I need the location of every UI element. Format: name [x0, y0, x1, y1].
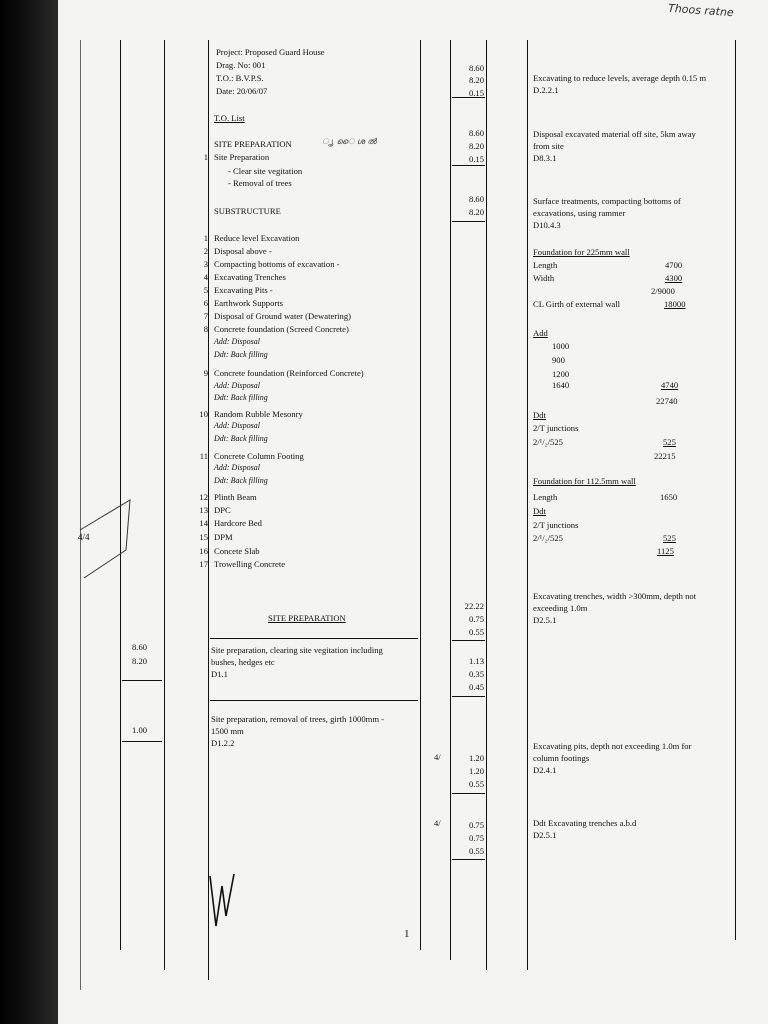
length-value: 4700 [665, 260, 683, 270]
margin-note: 4/4 [78, 532, 90, 542]
list-item: Concrete foundation (Reinforced Concrete) [214, 368, 364, 378]
site-prep-title: SITE PREPARATION [214, 139, 292, 149]
list-item: DPM [214, 532, 233, 542]
list-item: Concete Slab [214, 546, 260, 556]
list-item: Disposal of Ground water (Dewatering) [214, 311, 351, 321]
item-number: 17 [199, 559, 208, 569]
left-dim-a: 8.60 [132, 642, 148, 652]
desc-trees-3: D1.2.2 [211, 738, 235, 748]
list-item: Concrete Column Footing [214, 451, 304, 461]
rule-mid-1 [420, 40, 421, 950]
dim-value: 8.20 [468, 141, 484, 151]
dim-value: 0.55 [468, 627, 484, 637]
right-desc-line: D10.4.3 [533, 220, 561, 230]
list-item: Add: Disposal [214, 381, 260, 390]
desc-trees-2: 1500 mm [211, 726, 244, 736]
add-value: 1000 [552, 341, 570, 351]
item-number: 16 [199, 546, 208, 556]
project-line: Project: Proposed Guard House [216, 47, 325, 57]
dim-value: 8.60 [468, 128, 484, 138]
item-number: 4 [203, 272, 208, 282]
desc-clear-2: bushes, hedges etc [211, 657, 275, 667]
dim-underline [122, 741, 162, 742]
to-list-heading: T.O. List [214, 113, 245, 123]
desc-clear-1: Site preparation, clearing site vegitation including [211, 645, 383, 655]
item-number: 15 [199, 532, 208, 542]
cl-girth-label: CL Girth of external wall [533, 299, 621, 309]
list-item: Ddt: Back filling [214, 350, 268, 359]
length2-value: 1650 [660, 492, 678, 502]
dim-value: 0.35 [468, 669, 484, 679]
rule-mid-3 [486, 40, 487, 970]
length-label: Length [533, 260, 558, 270]
item-number: 6 [203, 298, 208, 308]
dim-value: 0.75 [468, 820, 484, 830]
rule-right [735, 40, 736, 940]
list-item: Ddt: Back filling [214, 393, 268, 402]
right-desc-line: Disposal excavated material off site, 5km away [533, 129, 696, 139]
dim-value: 1.13 [468, 656, 484, 666]
item-number: 5 [203, 285, 208, 295]
list-item: Add: Disposal [214, 463, 260, 472]
add-label: Add [533, 328, 548, 338]
t-junction-expr: 2/¹/₂/525 [533, 437, 563, 447]
item-number: 13 [199, 505, 208, 515]
right-desc-line: D8.3.1 [533, 153, 557, 163]
list-item: - Removal of trees [228, 178, 292, 188]
dim-value: 22.22 [464, 601, 484, 611]
t-junction-label: 2/T junctions [533, 423, 579, 433]
item-number: 3 [203, 259, 208, 269]
substructure-title: SUBSTRUCTURE [214, 206, 281, 216]
right-desc-line: Excavating trenches, width >300mm, depth not [533, 591, 697, 601]
dim-value: 8.20 [468, 75, 484, 85]
list-item: Ddt: Back filling [214, 476, 268, 485]
dim-value: 1.20 [468, 753, 484, 763]
right-desc-line: Excavating pits, depth not exceeding 1.0m for [533, 741, 692, 751]
dim-underline [452, 859, 485, 860]
foundation-225-heading: Foundation for 225mm wall [533, 247, 630, 257]
desc-separator [210, 638, 418, 639]
list-item: Site Preparation [214, 152, 270, 162]
dim-value: 0.15 [468, 88, 484, 98]
dim-underline [452, 793, 485, 794]
dim-value: 8.60 [468, 194, 484, 204]
list-item: Earthwork Supports [214, 298, 283, 308]
scan-dark-edge [0, 0, 58, 1024]
corner-note: Thoos ratne [667, 1, 735, 20]
list-item: Compacting bottoms of excavation - [214, 259, 340, 269]
dim-value: 1.20 [468, 766, 484, 776]
dim-underline [452, 165, 485, 166]
right-desc-line: Surface treatments, compacting bottoms of [533, 196, 681, 206]
list-item: Random Rubble Mesonry [214, 409, 303, 419]
item-number: 8 [203, 324, 208, 334]
desc-separator [210, 700, 418, 701]
item-number: 12 [199, 492, 208, 502]
dim-value: 0.15 [468, 154, 484, 164]
right-desc-line: exceeding 1.0m [533, 603, 588, 613]
t-junction2-label: 2/T junctions [533, 520, 579, 530]
pen-mark [206, 866, 246, 936]
subtotal-1: 22740 [656, 396, 678, 406]
right-desc-line: Excavating to reduce levels, average depth 0.15 m [533, 73, 706, 83]
dim-value: 0.55 [468, 779, 484, 789]
dim-underline [452, 640, 485, 641]
left-dim-b: 8.20 [132, 656, 148, 666]
t-junction-value: 525 [663, 437, 676, 447]
desc-trees-1: Site preparation, removal of trees, girth 1000mm - [211, 714, 385, 724]
dim-value: 0.55 [468, 846, 484, 856]
item-number: 2 [203, 246, 208, 256]
list-item: Trowelling Concrete [214, 559, 286, 569]
t-junction2-value: 525 [663, 533, 676, 543]
item-number: 1 [203, 152, 208, 162]
result-1: 22215 [654, 451, 676, 461]
to-line: T.O.: B.V.P.S. [216, 73, 264, 83]
add-value: 1200 [552, 369, 570, 379]
date-line: Date: 20/06/07 [216, 86, 268, 96]
add-value: 1640 [552, 380, 570, 390]
dim-underline [452, 221, 485, 222]
dim-underline [122, 680, 162, 681]
desc-clear-3: D1.1 [211, 669, 228, 679]
right-desc-line: Ddt Excavating trenches a.b.d [533, 818, 637, 828]
item-number: 10 [199, 409, 208, 419]
add-value: 900 [552, 355, 565, 365]
list-item: Excavating Pits - [214, 285, 273, 295]
item-number: 14 [199, 518, 208, 528]
item-number: 1 [203, 233, 208, 243]
right-desc-line: D2.5.1 [533, 615, 557, 625]
dim-value: 0.45 [468, 682, 484, 692]
dim-underline [452, 696, 485, 697]
right-desc-line: D2.5.1 [533, 830, 557, 840]
item-number: 11 [199, 451, 208, 461]
right-desc-line: D2.4.1 [533, 765, 557, 775]
left-dim-c: 1.00 [132, 725, 148, 735]
page-number: 1 [404, 928, 410, 940]
item-number: 7 [203, 311, 208, 321]
dim-value: 0.75 [468, 833, 484, 843]
list-item: Add: Disposal [214, 421, 260, 430]
width-value: 4300 [665, 273, 683, 283]
dim-value: 0.75 [468, 614, 484, 624]
handwritten-annotation: ൄ ൈ ശ ൽ [322, 137, 377, 146]
cl-girth-value: 18000 [664, 299, 686, 309]
right-desc-line: column footings [533, 753, 590, 763]
list-item: Add: Disposal [214, 337, 260, 346]
list-item: DPC [214, 505, 231, 515]
t-junction2-expr: 2/¹/₂/525 [533, 533, 563, 543]
rule-left-3 [208, 40, 209, 980]
length2-label: Length [533, 492, 558, 502]
dim-value: 8.20 [468, 207, 484, 217]
right-desc-line: from site [533, 141, 564, 151]
list-item: Hardcore Bed [214, 518, 262, 528]
width-label: Width [533, 273, 555, 283]
list-item: Excavating Trenches [214, 272, 286, 282]
foundation-112-heading: Foundation for 112.5mm wall [533, 476, 636, 486]
list-item: - Clear site vegitation [228, 166, 303, 176]
dim-value: 8.60 [468, 63, 484, 73]
list-item: Concrete foundation (Screed Concrete) [214, 324, 349, 334]
list-item: Plinth Beam [214, 492, 257, 502]
times-marker-1: 4/ [434, 752, 441, 762]
drawing-line: Drag. No: 001 [216, 60, 266, 70]
item-number: 9 [203, 368, 208, 378]
divide-expr: 2/9000 [651, 286, 675, 296]
right-desc-line: excavations, using rammer [533, 208, 626, 218]
ddt-label: Ddt [533, 410, 546, 420]
list-item: Ddt: Back filling [214, 434, 268, 443]
list-item: Disposal above - [214, 246, 272, 256]
ddt2-label: Ddt [533, 506, 546, 516]
list-item: Reduce level Excavation [214, 233, 300, 243]
torn-tab-drawing [78, 460, 138, 580]
times-marker-2: 4/ [434, 818, 441, 828]
rule-left-2 [164, 40, 165, 970]
add-sum: 4740 [661, 380, 679, 390]
result-2: 1125 [657, 546, 674, 556]
right-desc-line: D.2.2.1 [533, 85, 559, 95]
rule-mid-4 [527, 40, 528, 970]
site-prep-heading-2: SITE PREPARATION [268, 613, 346, 623]
